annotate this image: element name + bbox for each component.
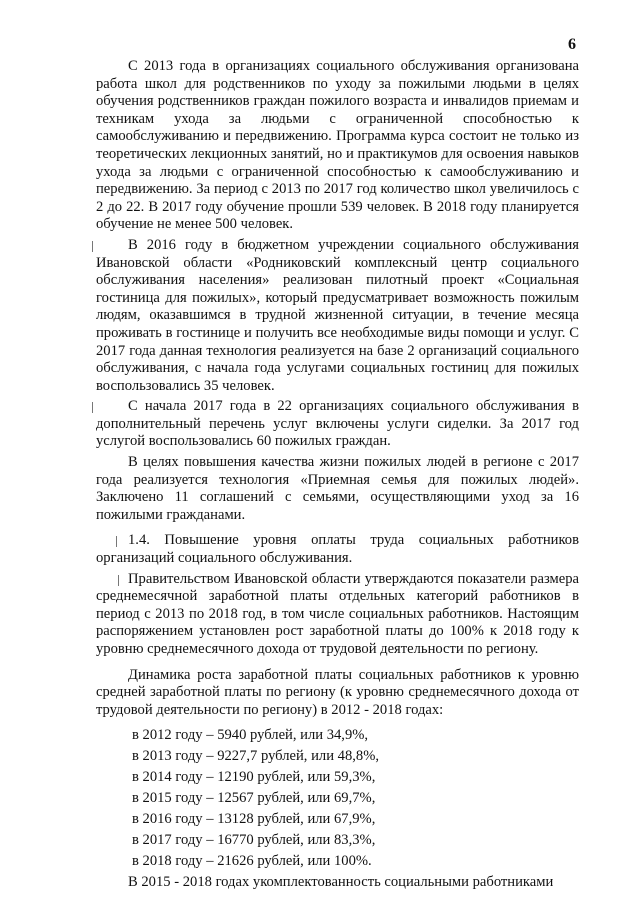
paragraph-wrapper: [96, 571, 579, 659]
list-item: в 2012 году – 5940 рублей, или 34,9%,: [132, 727, 369, 744]
list-item: в 2014 году – 12190 рублей, или 59,3%,: [132, 769, 376, 786]
page-number: 6: [568, 36, 576, 53]
list-item: в 2013 году – 9227,7 рублей, или 48,8%,: [132, 748, 380, 765]
paragraph-staffing: В 2015 - 2018 годах укомплектованность социальными работниками: [128, 874, 554, 891]
paragraph-foster-family: В целях повышения качества жизни пожилых людей в регионе с 2017 года реализуется технология «Приемная семья для пожилых людей». Заключено 11 соглашений с семьями, осуществляющими уход за 16 пожилыми гражданами.: [96, 454, 579, 523]
list-item: в 2015 году – 12567 рублей, или 69,7%,: [132, 790, 376, 807]
paragraph-wrapper: [96, 532, 579, 567]
document-body: [96, 58, 579, 892]
paragraph-salary-indicators: Правительством Ивановской области утверждаются показатели размера среднемесячной заработной платы отдельных категорий работников в период с 2013 по 2018 год, в том числе социальных работников. Настоящим распоряжением установлен рост заработной платы до 100% к 2018 году к уровню среднемесячного дохода от трудовой деятельности по региону.: [96, 570, 579, 657]
paragraph-caregiver-schools: С 2013 года в организациях социального обслуживания организована работа школ для родственников по уходу за пожилыми людьми в целях обучения родственников граждан пожилого возраста и инвалидов приемам и техникам ухода за людьми с ограниченной способностью к самообслуживанию и передвижению. Программа курса состоит не только из теоретических лекционных занятий, но и практикумов для освоения навыков ухода за людьми с ограниченной способностью к самообслуживанию и передвижению. За период с 2013 по 2017 год количество школ увеличилось с 2 до 22. В 2017 году обучение прошли 539 человек. В 2018 году планируется обучение не менее 500 человек.: [96, 58, 579, 233]
paragraph-salary-dynamics: Динамика роста заработной платы социальных работников к уровню средней заработной платы по региону (к уровню среднемесячного дохода от трудовой деятельности по региону) в 2012 - 2018 годах:: [96, 666, 579, 718]
list-item: в 2017 году – 16770 рублей, или 83,3%,: [132, 832, 376, 849]
section-heading-1-4: 1.4. Повышение уровня оплаты труда социальных работников организаций социального обслуживания.: [96, 532, 579, 567]
margin-mark: [116, 536, 117, 547]
paragraph-wrapper: [96, 398, 579, 451]
paragraph-wrapper: [96, 237, 579, 395]
paragraph-social-hotel: В 2016 году в бюджетном учреждении социального обслуживания Ивановской области «Родниковский комплексный центр социального обслуживания населения» реализован пилотный проект «Социальная гостиница для пожилых», который предусматривает возможность пожилым людям, оказавшимся в трудной жизненной ситуации, в течение месяца проживать в гостинице и получить все необходимые виды помощи и услуг. С 2017 года данная технология реализуется на базе 2 организаций социального обслуживания, с начала года услугами социальных гостиниц для пожилых воспользовались 35 человек.: [96, 236, 579, 394]
margin-mark: [118, 575, 119, 586]
margin-mark: [92, 241, 93, 252]
list-item: в 2016 году – 13128 рублей, или 67,9%,: [132, 811, 376, 828]
salary-list: [96, 725, 579, 872]
margin-mark: [92, 402, 93, 413]
paragraph-nurse-services: С начала 2017 года в 22 организациях социального обслуживания в дополнительный перечень услуг включены услуги сиделки. За 2017 год услугой воспользовались 60 пожилых граждан.: [96, 398, 579, 450]
list-item: в 2018 году – 21626 рублей, или 100%.: [132, 853, 372, 870]
